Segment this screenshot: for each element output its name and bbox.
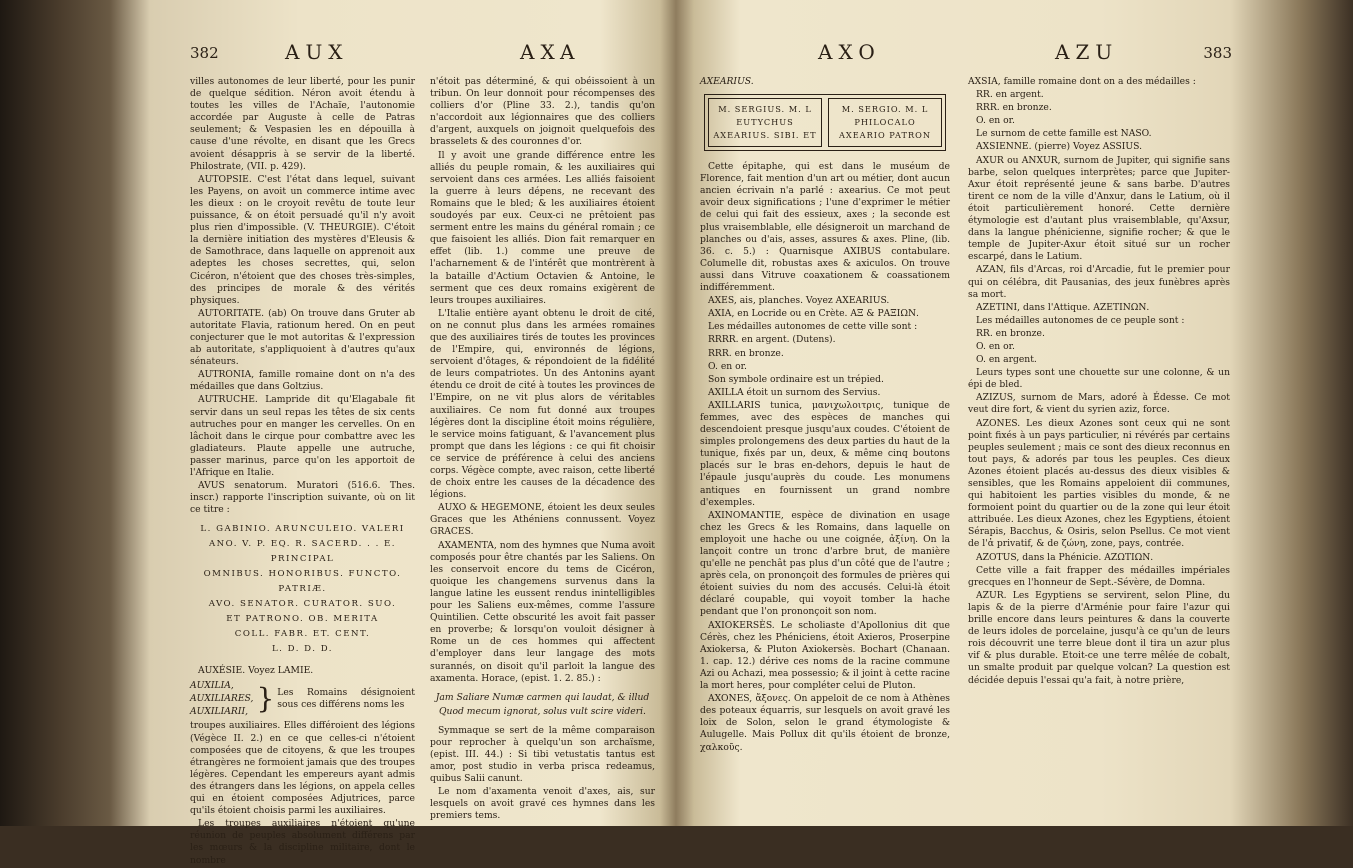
inscription-line: ANO. V. P. EQ. R. SACERD. . . E. PRINCIPAL: [208, 539, 397, 565]
verse-line: Jam Saliare Numæ carmen qui laudat, & illud: [435, 691, 650, 703]
paragraph: RRR. en bronze.: [976, 102, 1052, 114]
inscription-line: ET PATRONO. OB. MERITA: [226, 614, 379, 625]
paragraph: AXILLARIS tunica, μανιχωλοιτρις, tunique de femmes, avec des espèces de manches qui descendoient presque jusqu'aux coudes. C'étoient de simples prolongemens des deux parties du haut de la tunique, fixés par un, deux, & même cinq boutons placés sur le bras en-dehors, depuis le haut de l'épaule jusqu'auprès du coude. Les monumens antiques en fournissent un grand nombre d'exemples.: [700, 399, 950, 508]
brace-name: AUXILIARII,: [190, 706, 249, 718]
paragraph: AXSIENNE. (pierre) Voyez ASSIUS.: [976, 141, 1143, 153]
paragraph: AXINOMANTIE, espèce de divination en usage chez les Grecs & les Romains, dans laquelle on employoit une hache ou une coignée, ἀξίνη. On la lançoit contre un tronc d'arbre brut, de manière qu'elle ne penchât pas plus d'un côté que de l'autre ; après cela, on prononçoit des formules de prières qui étoient suivies du nom des accusés. Celui-là étoit déclaré coupable, qui voyoit tomber la hache pendant que l'on prononçoit son nom.: [700, 509, 950, 618]
paragraph: Les troupes auxiliaires n'étoient qu'une réunion de peuples absolument différens par les mœurs & la discipline militaire, dont le nombre: [190, 818, 415, 866]
paragraph: RRRR. en argent. (Dutens).: [708, 334, 836, 346]
paragraph: AUXO & HEGEMONE, étoient les deux seules Graces que les Athéniens connussent. Voyez GRACES.: [430, 502, 655, 538]
right-header-axo: AXO: [818, 40, 881, 64]
paragraph: O. en or.: [976, 115, 1015, 127]
brace-name: AUXILIA,: [190, 680, 234, 692]
right-page-number: 383: [1203, 44, 1232, 62]
paragraph: Le nom d'axamenta venoit d'axes, ais, sur lesquels on avoit gravé ces hymnes dans les premiers tems.: [430, 786, 655, 822]
paragraph: O. en argent.: [976, 354, 1037, 366]
paragraph: AZAN, fils d'Arcas, roi d'Arcadie, fut le premier pour qui on célébra, dit Pausanias, des jeux funèbres après sa mort.: [968, 264, 1230, 300]
paragraph: AUTRONIA, famille romaine dont on n'a des médailles que dans Goltzius.: [190, 369, 415, 393]
paragraph: AXUR ou ANXUR, surnom de Jupiter, qui signifie sans barbe, selon quelques interprètes; parce que Jupiter-Axur étoit représenté jeune & sans barbe. D'autres tirent ce nom de la ville d'Anxur, dans le Latium, où il étoit particulièrement honoré. Cette dernière étymologie est d'autant plus vraisemblable, qu'Axsur, dans la langue phénicienne, signifie rocher; & que le temple de Jupiter-Axur étoit situé sur un rocher escarpé, dans le Latium.: [968, 154, 1230, 263]
left-page: [190, 38, 660, 866]
inscription-line: L. GABINIO. ARUNCULEIO. VALERI: [200, 524, 405, 535]
inscription: [190, 522, 415, 657]
left-page-number: 382: [190, 44, 219, 62]
brace-name: AUXILIARES,: [190, 693, 254, 705]
paragraph: L'Italie entière ayant obtenu le droit de cité, on ne connut plus dans les armées romaines que des auxiliaires tirés de toutes les provinces de l'Empire, qui, environnés de légions, servoient d'ôtages, & répondoient de la fidélité de leurs compatriotes. Un des Antonins ayant étendu ce droit de cité à toutes les provinces de l'Empire, on ne vit plus alors de véritables auxiliaires. Ce nom fut donné aux troupes légères dont la discipline étoit moins régulière, le service moins fatiguant, & l'avancement plus prompt que dans les légions : ce qui fit choisir ce service de préférence à celui des anciens corps. Végèce compte, avec raison, cette liberté de choix entre les causes de la décadence des légions.: [430, 307, 655, 501]
left-header-axa: AXA: [520, 40, 581, 64]
paragraph: AXONES, ἄξονες. On appeloit de ce nom à Athènes des poteaux équarris, sur lesquels on avoit gravé les loix de Solon, selon le grand étymologiste & Aulugelle. Mais Pollux dit qu'ils étoient de bronze, χαλκοῦς.: [700, 693, 950, 753]
epitaph-line: PHILOCALO: [854, 117, 916, 128]
paragraph: Leurs types sont une chouette sur une colonne, & un épi de bled.: [968, 367, 1230, 391]
left-column-2: [430, 76, 655, 823]
paragraph: AZONES. Les dieux Azones sont ceux qui ne sont point fixés à un pays particulier, ni révérés par certains peuples seulement ; mais ce sont des dieux reconnus en tout pays, & adorés par tous les peuples. Ces dieux Azones étoient placés au-dessus des dieux visibles & sensibles, que les Romains appeloient dii communes, qui habitoient les parties visibles du monde, & ne formoient point du quartier ou de la zone qui leur étoit attribuée. Les dieux Azones, chez les Egyptiens, étoient Sérapis, Bacchus, & Osiris, selon Psellus. Ce mot vient de l'ἀ privatif, & de ζώνη, zone, pays, contrée.: [968, 417, 1230, 550]
paragraph: AZETINI, dans l'Attique. ΑΖΕΤΙΝΩΝ.: [976, 301, 1150, 313]
epitaph-line: EUTYCHUS: [736, 117, 794, 128]
epitaph-line: AXEARIO PATRON: [838, 130, 932, 141]
paragraph: Son symbole ordinaire est un trépied.: [708, 373, 884, 385]
right-page: [700, 38, 1240, 808]
paragraph: AUXÉSIE. Voyez LAMIE.: [198, 665, 314, 677]
epitaph-box: [704, 94, 946, 151]
epitaph-line: M. SERGIO. M. L: [841, 104, 929, 115]
right-column-2: [968, 76, 1230, 688]
brace-text: Les Romains désignoient sous ces différens noms les: [277, 686, 415, 710]
right-running-head: [700, 38, 1240, 68]
paragraph: RRR. en bronze.: [708, 347, 784, 359]
inscription-line: L. D. D. D.: [271, 644, 334, 655]
inscription-line: OMNIBUS. HONORIBUS. FUNCTO. PATRIÆ.: [203, 569, 402, 595]
epitaph-right: [828, 98, 942, 147]
paragraph: AUTRUCHE. Lampride dit qu'Elagabale fit servir dans un seul repas les têtes de six cents autruches pour en manger les cervelles. On en lâchoit dans le cirque pour combattre avec les gladiateurs. Plaute appelle une autruche, passer marinus, parce qu'on les apportoit de l'Afrique en Italie.: [190, 394, 415, 478]
verse: [430, 691, 655, 719]
paragraph: Cette ville a fait frapper des médailles impériales grecques en l'honneur de Sept.-Sévère, de Domna.: [968, 564, 1230, 588]
paragraph: AXILLA étoit un surnom des Servius.: [708, 386, 881, 398]
brace-group: [190, 679, 415, 718]
paragraph: Les médailles autonomes de ce peuple sont :: [976, 314, 1185, 326]
brace-icon: }: [256, 681, 275, 715]
brace-names: [190, 679, 253, 718]
inscription-line: COLL. FABR. ET. CENT.: [234, 629, 371, 640]
paragraph: AXIOKERSÈS. Le scholiaste d'Apollonius dit que Cérès, chez les Phéniciens, étoit Axieros, Proserpine Axiokersa, & Pluton Axiokersès. Bochart (Chanaan. 1. cap. 12.) dérive ces noms de la racine commune Azi ou Achazi, mea possessio; & il joint à cette racine la mort heres, pour compléter celui de Pluton.: [700, 619, 950, 692]
epitaph-line: M. SERGIUS. M. L: [718, 104, 812, 115]
paragraph: AXAMENTA, nom des hymnes que Numa avoit composés pour être chantés par les Saliens. On les conservoit encore du tems de Cicéron, quoique les changemens survenus dans la langue latine les eussent rendus inintelligibles pour les Saliens eux-mêmes, comme l'assure Quintilien. Cette obscurité les avoit fait passer en proverbe; & lorsqu'on vouloit désigner à Rome un de ces hommes qui affectent d'employer dans leur langage des mots surannés, on disoit qu'il parloit la langue des axamenta. Horace, (epist. 1. 2. 85.) :: [430, 539, 655, 684]
paragraph: AZUR. Les Egyptiens se servirent, selon Pline, du lapis & de la pierre d'Arménie pour faire l'azur qui brille encore dans leurs peintures & dans la couverte de leurs idoles de porcelaine, jusqu'à ce qu'un de leurs rois découvrit une terre bleue dont il tira un azur plus vif & plus durable. Etoit-ce une terre mêlée de cobalt, un smalte produit par quelque volcan? La question est décidée depuis l'essai qu'a fait, à notre prière,: [968, 589, 1230, 686]
paragraph: Symmaque se sert de la même comparaison pour reprocher à quelqu'un son archaïsme, (epist. III. 44.) : Si tibi vetustatis tantus est amor, post studio in verba prisca redeamus, quibus Salii canunt.: [430, 724, 655, 785]
paragraph: AUTORITATE. (ab) On trouve dans Gruter ab autoritate Flavia, rationum hered. On en peut conjecturer que le mot autoritas & l'expression ab autoritate, s'appliquoient à d'autres qu'aux sénateurs.: [190, 307, 415, 368]
epitaph-line: AXEARIUS. SIBI. ET: [713, 130, 817, 141]
paragraph: AZOTUS, dans la Phénicie. ΑΖΩΤΙΩΝ.: [976, 551, 1154, 563]
paragraph: AXSIA, famille romaine dont on a des médailles :: [968, 76, 1196, 87]
paragraph: Les médailles autonomes de cette ville sont :: [708, 321, 918, 333]
paragraph: RR. en argent.: [976, 89, 1044, 101]
paragraph: Cette épitaphe, qui est dans le muséum de Florence, fait mention d'un art ou métier, dont aucun ancien écrivain n'a parlé : axearius. Ce mot peut avoir deux significations ; l'une d'exprimer le métier de celui qui fait des essieux, axes ; la seconde est plus vraisemblable, elle désigneroit un marchand de planches ou d'ais, asses, assures & axes. Pline, (lib. 36. c. 5.) : Quarnisque AXIBUS contabulare. Columelle dit, robustas axes & axiculos. On trouve aussi dans Vitruve coaxationem & coassationem indifféremment.: [700, 161, 950, 294]
right-column-1: [700, 76, 950, 755]
paragraph: n'étoit pas déterminé, & qui obéissoient à un tribun. On leur donnoit pour récompenses des colliers d'or (Pline 33. 2.), tandis qu'on n'accordoit aux légionnaires que des colliers d'argent, auxquels on joignoit quelquefois des brasselets & des couronnes d'or.: [430, 76, 655, 148]
entry-heading: AXEARIUS.: [700, 76, 754, 87]
verse-line: Quod mecum ignorat, solus vult scire videri.: [439, 705, 646, 717]
inscription-line: AVO. SENATOR. CURATOR. SUO.: [208, 599, 397, 610]
paragraph: Il y avoit une grande différence entre les alliés du peuple romain, & les auxiliaires qui servoient dans ces armées. Les alliés faisoient la guerre à leurs dépens, ne recevant des Romains que le bled; & les auxiliaires étoient soudoyés par eux. Ceux-ci ne prêtoient pas serment entre les mains du général romain ; ce que faisoient les alliés. Dion fait remarquer en effet (lib. 1.) comme une preuve de l'acharnement & de l'intérêt que montrèrent à la bataille d'Actium Octavien & Antoine, le serment que ces deux romains exigèrent de leurs troupes auxiliaires.: [430, 149, 655, 306]
epitaph-left: [708, 98, 822, 147]
paragraph: AVUS senatorum. Muratori (516.6. Thes. inscr.) rapporte l'inscription suivante, où on lit ce titre :: [190, 480, 415, 516]
left-running-head: [190, 38, 660, 68]
paragraph: villes autonomes de leur liberté, pour les punir de quelque sédition. Néron avoit étendu à toutes les villes de l'Achaïe, l'autonomie accordée par Auguste à celle de Patras seulement; & Vespasien les en dépouilla à cause d'une révolte, en disant que les Grecs avoient désappris à se servir de la liberté. Philostrate, (VII. p. 429).: [190, 76, 415, 172]
paragraph: O. en or.: [708, 360, 747, 372]
left-column-1: [190, 76, 415, 868]
paragraph: Le surnom de cette famille est NASO.: [976, 128, 1152, 140]
paragraph: O. en or.: [976, 340, 1015, 352]
paragraph: AXES, ais, planches. Voyez AXEARIUS.: [708, 295, 890, 307]
paragraph: troupes auxiliaires. Elles différoient des légions (Végèce II. 2.) en ce que celles-ci n'étoient composées que de citoyens, & que les troupes étrangères ne formoient jamais que des troupes légères. Cependant les empereurs ayant admis des étrangers dans les légions, on appela celles qui en étoient composées Adjutrices, parce qu'ils étoient choisis parmi les auxiliaires.: [190, 720, 415, 817]
paragraph: AUTOPSIE. C'est l'état dans lequel, suivant les Payens, on avoit un commerce intime avec les dieux : on le croyoit revêtu de toute leur puissance, & on étoit persuadé qu'il n'y avoit plus rien d'impossible. (V. THEURGIE). C'étoit la dernière initiation des mystères d'Eleusis & de Samothrace, dans laquelle on apprenoit aux adeptes les choses secrettes, qui, selon Cicéron, n'étoient que des choses très-simples, des principes de morale & des vérités physiques.: [190, 173, 415, 306]
paragraph: RR. en bronze.: [976, 327, 1045, 339]
right-header-azu: AZU: [1055, 40, 1119, 64]
left-header-aux: AUX: [285, 40, 349, 64]
paragraph: AXIA, en Locride ou en Crète. ΑΞ & ΡΑΞΙΩΝ.: [708, 308, 919, 320]
paragraph: AZIZUS, surnom de Mars, adoré à Édesse. Ce mot veut dire fort, & vient du syrien aziz, force.: [968, 392, 1230, 416]
